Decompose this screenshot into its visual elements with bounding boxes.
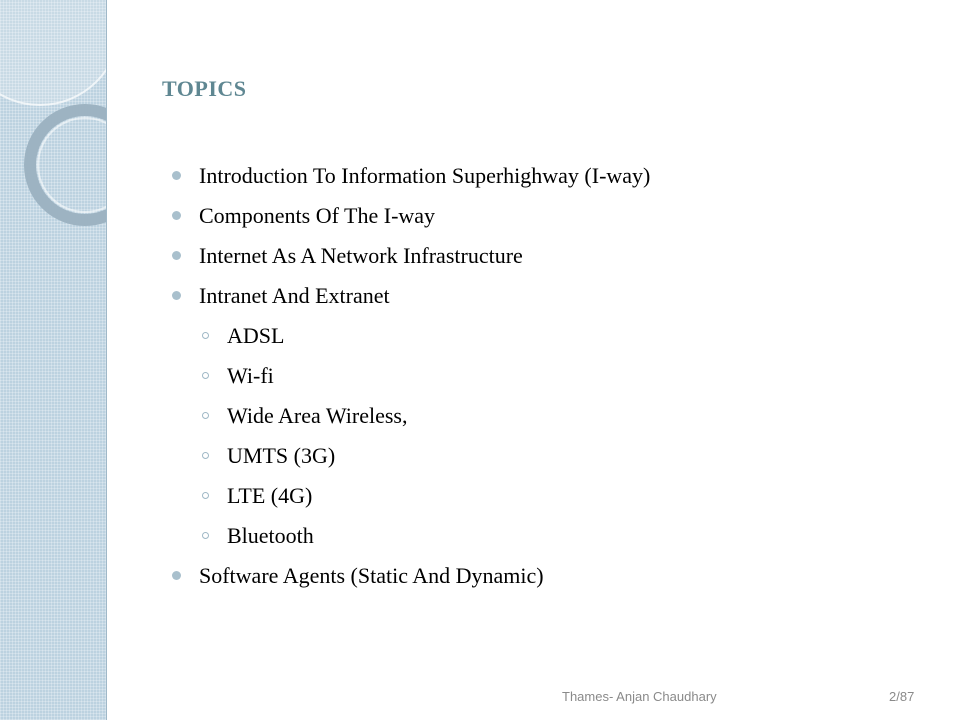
list-item-text: Internet As A Network Infrastructure	[199, 243, 523, 268]
side-decoration-panel	[0, 0, 107, 720]
page-number: 2/87	[889, 689, 915, 704]
sub-list-item-text: Bluetooth	[227, 523, 314, 548]
sub-list-item	[162, 316, 922, 356]
bullet-ring-icon	[202, 372, 209, 379]
sub-list-item-text: UMTS (3G)	[227, 443, 336, 468]
sub-list-item-text: Wi-fi	[227, 363, 274, 388]
sub-list-item	[162, 396, 922, 436]
list-item-text: Intranet And Extranet	[199, 283, 390, 308]
sub-list-item	[162, 356, 922, 396]
slide-title: TOPICS	[162, 76, 247, 101]
list-item	[162, 556, 922, 596]
sub-list-item-text: LTE (4G)	[227, 483, 313, 508]
bullet-ring-icon	[202, 412, 209, 419]
sub-list-item	[162, 436, 922, 476]
bullet-ring-icon	[202, 332, 209, 339]
bullet-dot-icon	[172, 571, 181, 580]
topics-list	[162, 156, 922, 596]
bullet-ring-icon	[202, 452, 209, 459]
list-item-text: Introduction To Information Superhighway (I-way)	[199, 163, 651, 188]
bullet-ring-icon	[202, 492, 209, 499]
decorative-circles	[0, 0, 106, 720]
sub-list-item	[162, 516, 922, 556]
bullet-dot-icon	[172, 211, 181, 220]
sub-list-item-text: Wide Area Wireless,	[227, 403, 408, 428]
list-item	[162, 156, 922, 196]
bullet-dot-icon	[172, 251, 181, 260]
bullet-ring-icon	[202, 532, 209, 539]
list-item-text: Components Of The I-way	[199, 203, 436, 228]
footer-author: Thames- Anjan Chaudhary	[562, 689, 717, 704]
bullet-dot-icon	[172, 171, 181, 180]
list-item	[162, 276, 922, 316]
list-item-text: Software Agents (Static And Dynamic)	[199, 563, 544, 588]
bullet-dot-icon	[172, 291, 181, 300]
sub-list-item	[162, 476, 922, 516]
sub-list-item-text: ADSL	[227, 323, 285, 348]
list-item	[162, 196, 922, 236]
list-item	[162, 236, 922, 276]
